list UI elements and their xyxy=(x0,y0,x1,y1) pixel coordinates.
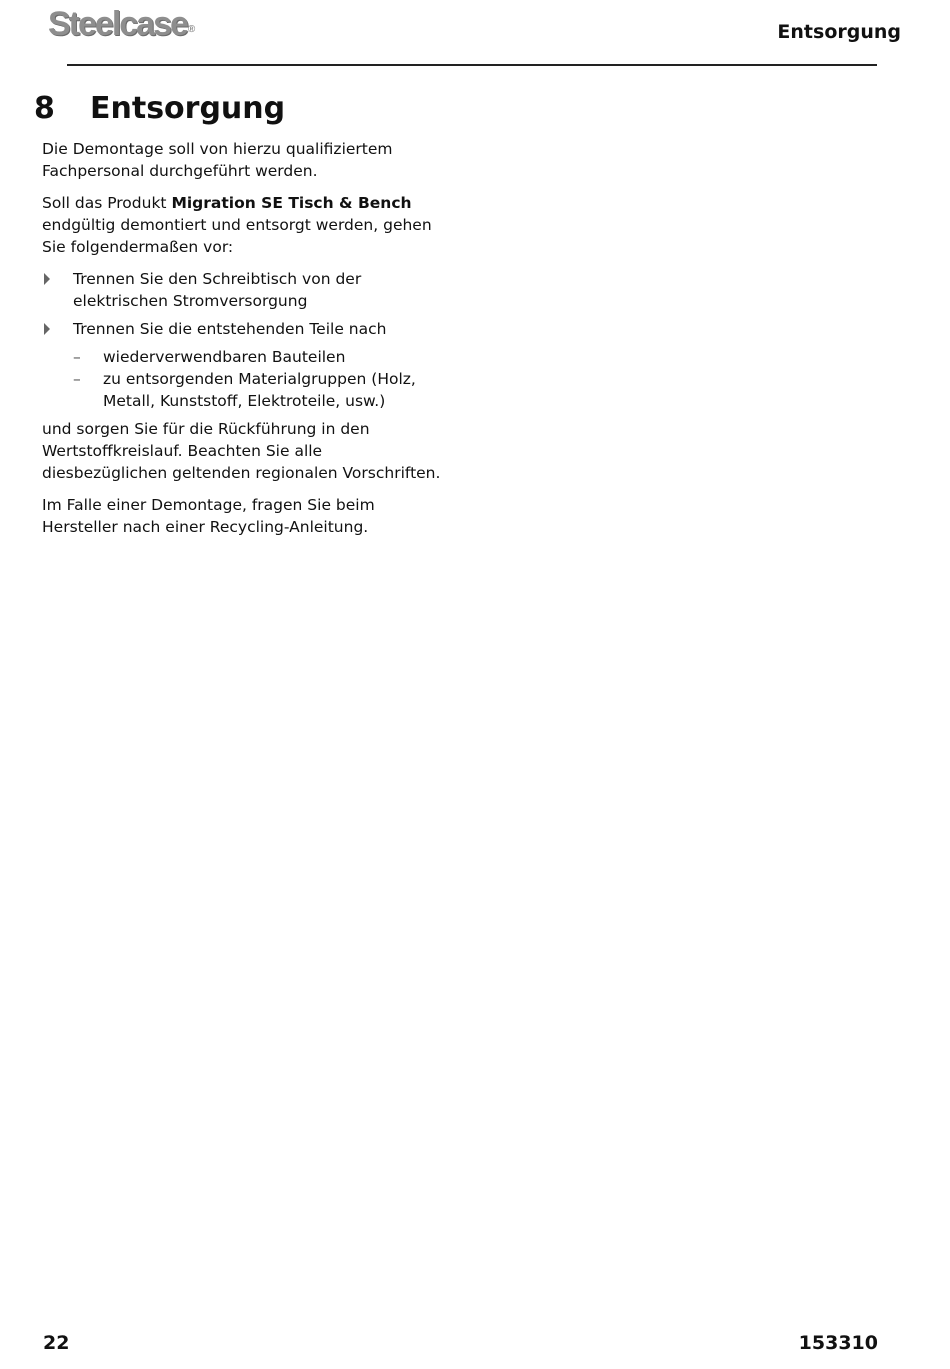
chapter-number: 8 xyxy=(34,91,55,126)
product-sentence-end: endgültig demontiert und entsorgt werden, gehen Sie folgendermaßen vor: xyxy=(42,216,432,256)
triangle-bullet-icon xyxy=(44,273,50,285)
dash-bullet-icon: – xyxy=(73,370,81,388)
triangle-bullet-icon xyxy=(44,323,50,335)
list-item xyxy=(73,346,452,368)
paragraph-recycling: und sorgen Sie für die Rückführung in den Wertstoffkreislauf. Beachten Sie alle diesbezüglichen geltenden regionalen Vorschriften. xyxy=(42,420,441,482)
paragraph-manufacturer-instructions: Im Falle einer Demontage, fragen Sie beim Hersteller nach einer Recycling-Anleitung. xyxy=(42,496,375,536)
step-text: Trennen Sie die entstehenden Teile nach xyxy=(73,320,387,338)
list-item xyxy=(42,318,452,412)
chapter-body xyxy=(42,138,452,548)
steelcase-logo xyxy=(48,4,195,44)
sub-item-text: zu entsorgenden Materialgruppen (Holz, Metall, Kunststoff, Elektroteile, usw.) xyxy=(103,370,416,410)
chapter-heading xyxy=(34,88,285,130)
document-number: 153310 xyxy=(798,1332,878,1354)
registered-mark: ® xyxy=(187,24,196,35)
logo-text: Steelcase xyxy=(48,5,187,43)
paragraph-product-disposal xyxy=(42,192,452,258)
sub-item-text: wiederverwendbaren Bauteilen xyxy=(103,348,346,366)
header-section-title: Entsorgung xyxy=(777,21,901,43)
product-sentence-start: Soll das Produkt xyxy=(42,194,172,212)
chapter-title: Entsorgung xyxy=(90,91,286,126)
disposal-steps-list xyxy=(42,268,452,412)
paragraph-dismantling-staff: Die Demontage soll von hierzu qualifiziertem Fachpersonal durchgeführt werden. xyxy=(42,140,393,180)
list-item xyxy=(73,368,452,412)
page-number: 22 xyxy=(43,1332,70,1354)
product-name: Migration SE Tisch & Bench xyxy=(171,194,412,212)
dash-bullet-icon: – xyxy=(73,348,81,366)
header-divider xyxy=(67,64,877,66)
step-text: Trennen Sie den Schreibtisch von der elektrischen Stromversorgung xyxy=(73,270,362,310)
list-item xyxy=(42,268,452,312)
separation-sublist xyxy=(73,346,452,412)
